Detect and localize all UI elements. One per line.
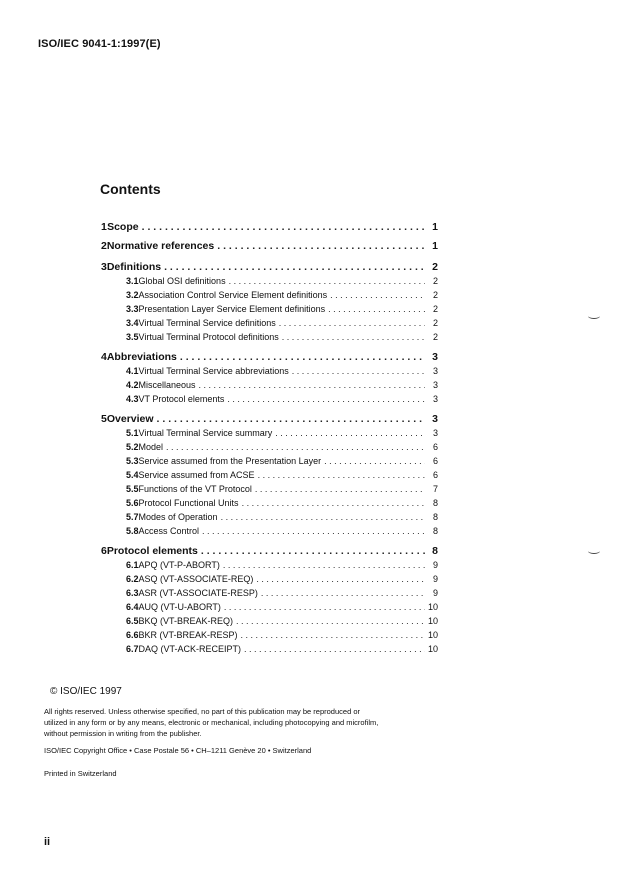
toc-entry-number: 3.3: [126, 304, 139, 314]
toc-dot-leader: [157, 413, 425, 425]
toc-entry[interactable]: [101, 545, 438, 559]
toc-entry-page: 10: [427, 644, 438, 654]
toc-entry-page: 2: [432, 261, 438, 273]
toc-entry-title: APQ (VT-P-ABORT): [138, 560, 220, 570]
toc-entry-number: 4: [101, 351, 107, 363]
toc-entry[interactable]: [126, 616, 438, 628]
toc-entry-page: 3: [432, 351, 438, 363]
toc-entry[interactable]: [126, 366, 438, 378]
toc-entry-title: Overview: [106, 413, 154, 425]
toc-entry-page: 6: [432, 442, 438, 452]
toc-entry-title: DAQ (VT-ACK-RECEIPT): [138, 644, 242, 654]
toc-entry-page: 3: [432, 413, 438, 425]
toc-dot-leader: [282, 332, 425, 342]
toc-entry-title: Definitions: [106, 261, 162, 273]
toc-entry-number: 6.1: [126, 560, 139, 570]
toc-entry-page: 10: [427, 602, 438, 612]
toc-dot-leader: [279, 318, 425, 328]
toc-dot-leader: [166, 442, 425, 452]
toc-entry[interactable]: [126, 276, 438, 288]
toc-entry[interactable]: [126, 498, 438, 510]
toc-entry-page: 1: [432, 240, 438, 252]
toc-entry-number: 6.6: [126, 630, 139, 640]
toc-entry-title: Normative references: [106, 240, 215, 252]
toc-dot-leader: [221, 512, 425, 522]
toc-entry-page: 3: [432, 394, 438, 404]
toc-entry[interactable]: [126, 484, 438, 496]
toc-entry-title: AUQ (VT-U-ABORT): [138, 602, 221, 612]
toc-entry-title: Scope: [107, 221, 139, 233]
toc-entry[interactable]: [101, 221, 438, 235]
toc-entry-title: Presentation Layer Service Element definitions: [138, 304, 326, 314]
toc-entry-number: 3.2: [126, 290, 139, 300]
toc-entry[interactable]: [126, 456, 438, 468]
toc-entry-page: 1: [432, 221, 438, 233]
toc-entry[interactable]: [126, 602, 438, 614]
toc-entry-number: 5.2: [126, 442, 139, 452]
toc-entry-title: Protocol Functional Units: [138, 498, 239, 508]
toc-dot-leader: [258, 470, 425, 480]
toc-entry[interactable]: [126, 394, 438, 406]
toc-entry-page: 8: [432, 512, 438, 522]
scan-mark: [588, 313, 600, 319]
toc-dot-leader: [223, 560, 425, 570]
toc-entry-title: Model: [138, 442, 164, 452]
toc-entry-number: 3: [101, 261, 107, 273]
toc-entry-title: Protocol elements: [106, 545, 198, 557]
toc-entry-number: 5: [101, 413, 107, 425]
toc-entry-title: Global OSI definitions: [138, 276, 226, 286]
toc-entry[interactable]: [126, 442, 438, 454]
toc-entry[interactable]: [126, 588, 438, 600]
toc-entry-number: 4.2: [126, 380, 139, 390]
scan-mark: [588, 548, 600, 554]
rights-statement: All rights reserved. Unless otherwise specified, no part of this publication may be reproduced or utilized in any form or by any means, electronic or mechanical, including photocopying and microfilm, without permission in writing from the publisher.: [44, 707, 379, 738]
toc-entry-title: BKR (VT-BREAK-RESP): [138, 630, 238, 640]
toc-entry-number: 5.5: [126, 484, 139, 494]
toc-entry-number: 2: [101, 240, 107, 252]
toc-entry-number: 6.5: [126, 616, 139, 626]
toc-entry-title: BKQ (VT-BREAK-REQ): [138, 616, 234, 626]
toc-dot-leader: [256, 574, 425, 584]
toc-dot-leader: [324, 456, 425, 466]
document-id-header: ISO/IEC 9041-1:1997(E): [38, 38, 161, 50]
toc-entry-number: 6.3: [126, 588, 139, 598]
toc-dot-leader: [227, 394, 425, 404]
toc-entry-page: 2: [432, 318, 438, 328]
toc-dot-leader: [328, 304, 425, 314]
toc-entry-page: 9: [432, 560, 438, 570]
toc-entry-title: Abbreviations: [106, 351, 177, 363]
toc-entry-number: 6: [101, 545, 107, 557]
toc-entry-page: 10: [427, 616, 438, 626]
toc-entry-title: Virtual Terminal Service summary: [138, 428, 273, 438]
toc-entry[interactable]: [126, 318, 438, 330]
toc-dot-leader: [201, 545, 425, 557]
toc-entry[interactable]: [126, 512, 438, 524]
toc-entry[interactable]: [126, 380, 438, 392]
toc-entry[interactable]: [101, 240, 438, 254]
toc-dot-leader: [275, 428, 425, 438]
toc-entry-page: 6: [432, 456, 438, 466]
toc-dot-leader: [241, 630, 425, 640]
toc-entry-title: Virtual Terminal Protocol definitions: [138, 332, 279, 342]
page-number: ii: [44, 836, 51, 848]
toc-dot-leader: [202, 526, 425, 536]
toc-entry-number: 5.4: [126, 470, 139, 480]
toc-dot-leader: [255, 484, 425, 494]
toc-dot-leader: [217, 240, 425, 252]
toc-entry-number: 5.7: [126, 512, 139, 522]
toc-entry-number: 1: [101, 221, 107, 233]
toc-dot-leader: [261, 588, 425, 598]
toc-entry-number: 6.7: [126, 644, 139, 654]
toc-entry-title: Virtual Terminal Service abbreviations: [138, 366, 289, 376]
toc-entry-title: Modes of Operation: [138, 512, 218, 522]
toc-entry-page: 3: [432, 428, 438, 438]
toc-entry-number: 3.5: [126, 332, 139, 342]
toc-entry-page: 2: [432, 276, 438, 286]
toc-entry-number: 5.1: [126, 428, 139, 438]
copyright-line: © ISO/IEC 1997: [50, 686, 122, 697]
toc-dot-leader: [229, 276, 425, 286]
toc-entry-page: 6: [432, 470, 438, 480]
toc-entry-number: 5.8: [126, 526, 139, 536]
toc-entry-page: 2: [432, 304, 438, 314]
toc-entry-page: 2: [432, 332, 438, 342]
toc-entry[interactable]: [126, 644, 438, 656]
toc-dot-leader: [236, 616, 425, 626]
toc-entry-number: 5.6: [126, 498, 139, 508]
toc-entry[interactable]: [126, 526, 438, 538]
toc-entry-page: 8: [432, 526, 438, 536]
toc-entry-title: Service assumed from ACSE: [138, 470, 255, 480]
toc-entry-title: Service assumed from the Presentation Layer: [138, 456, 322, 466]
toc-dot-leader: [142, 221, 425, 233]
toc-entry-title: Miscellaneous: [138, 380, 196, 390]
toc-dot-leader: [330, 290, 425, 300]
toc-entry-page: 3: [432, 380, 438, 390]
toc-dot-leader: [164, 261, 425, 273]
toc-entry-page: 2: [432, 290, 438, 300]
toc-dot-leader: [180, 351, 425, 363]
toc-entry-number: 4.3: [126, 394, 139, 404]
toc-entry[interactable]: [126, 574, 438, 586]
toc-entry-number: 4.1: [126, 366, 139, 376]
toc-entry-title: Association Control Service Element definitions: [138, 290, 328, 300]
toc-entry-number: 3.1: [126, 276, 139, 286]
printed-in-note: Printed in Switzerland: [44, 769, 117, 778]
toc-entry[interactable]: [101, 261, 438, 275]
toc-entry-title: VT Protocol elements: [138, 394, 225, 404]
toc-entry-page: 7: [432, 484, 438, 494]
toc-entry-number: 5.3: [126, 456, 139, 466]
toc-entry-page: 9: [432, 574, 438, 584]
toc-dot-leader: [242, 498, 425, 508]
toc-entry[interactable]: [126, 332, 438, 344]
contents-heading: Contents: [100, 181, 161, 197]
toc-entry[interactable]: [101, 413, 438, 427]
toc-entry-page: 8: [432, 498, 438, 508]
toc-entry-number: 6.2: [126, 574, 139, 584]
toc-entry-title: ASR (VT-ASSOCIATE-RESP): [138, 588, 258, 598]
toc-dot-leader: [292, 366, 425, 376]
toc-entry-number: 6.4: [126, 602, 139, 612]
toc-entry-number: 3.4: [126, 318, 139, 328]
toc-entry[interactable]: [126, 630, 438, 642]
toc-entry-title: Functions of the VT Protocol: [138, 484, 252, 494]
toc-entry[interactable]: [126, 304, 438, 316]
toc-entry-page: 3: [432, 366, 438, 376]
toc-dot-leader: [224, 602, 425, 612]
toc-entry[interactable]: [126, 428, 438, 440]
toc-entry-page: 8: [432, 545, 438, 557]
toc-entry[interactable]: [126, 290, 438, 302]
toc-entry-title: Virtual Terminal Service definitions: [138, 318, 276, 328]
toc-entry[interactable]: [126, 470, 438, 482]
toc-entry-title: ASQ (VT-ASSOCIATE-REQ): [138, 574, 254, 584]
toc-entry-page: 10: [427, 630, 438, 640]
copyright-office-address: ISO/IEC Copyright Office • Case Postale 56 • CH–1211 Genève 20 • Switzerland: [44, 746, 312, 755]
toc-entry[interactable]: [101, 351, 438, 365]
toc-entry-title: Access Control: [138, 526, 200, 536]
toc-dot-leader: [199, 380, 425, 390]
toc-entry[interactable]: [126, 560, 438, 572]
toc-dot-leader: [244, 644, 425, 654]
toc-entry-page: 9: [432, 588, 438, 598]
